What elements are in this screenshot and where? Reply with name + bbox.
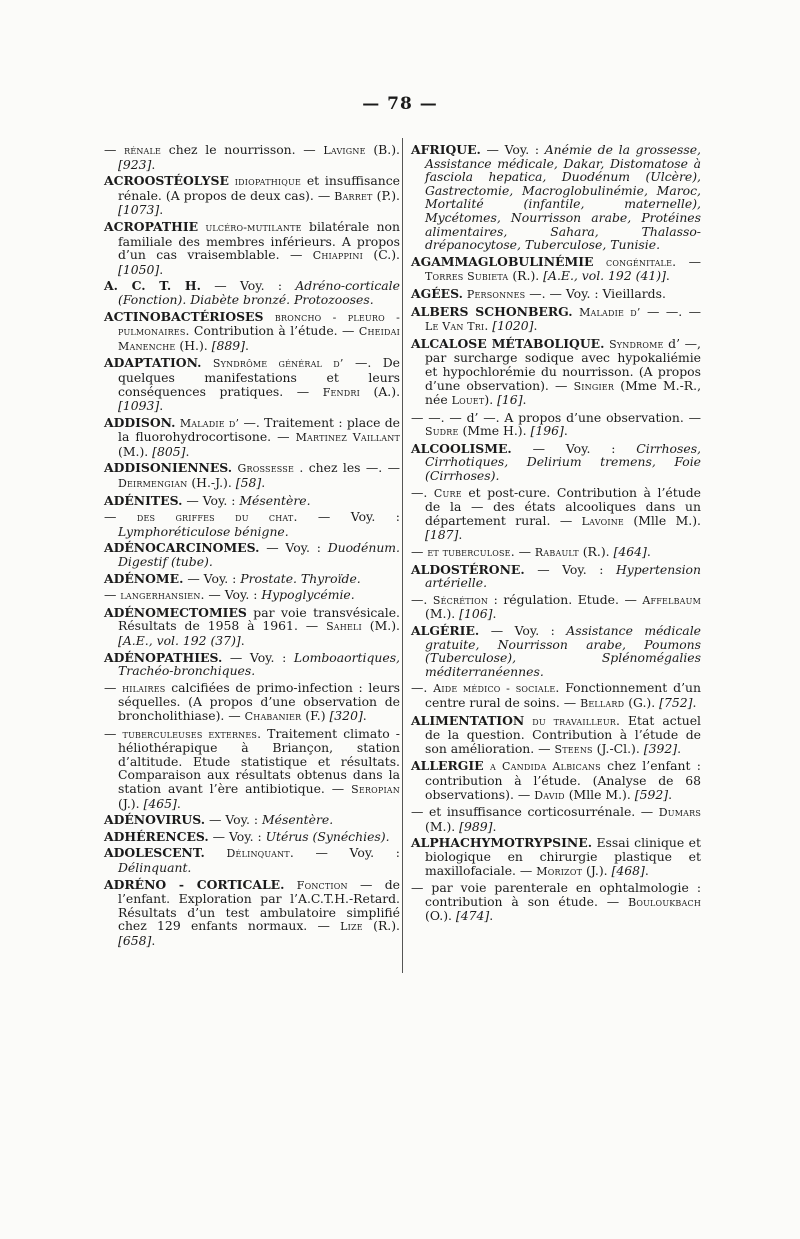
entry-heading: ALPHACHYMOTRYPSINE. bbox=[411, 835, 593, 851]
entry-italic: [A.E., vol. 192 (41)] bbox=[543, 268, 666, 284]
entry-italic: [196] bbox=[530, 423, 564, 439]
entry-smallcaps: Steens bbox=[554, 742, 593, 756]
entry-italic: Mésentère. bbox=[239, 492, 311, 508]
index-entry: ALLERGIE a Candida Albicans chez l’enfant : contribution à l’étude. (Analyse de 68 observations). — David (Mlle M.). [592]. bbox=[411, 758, 701, 802]
entry-smallcaps: a Candida Albicans bbox=[489, 760, 601, 774]
entry-smallcaps: du travailleur bbox=[532, 714, 616, 728]
entry-heading: ALDOSTÉRONE. bbox=[411, 561, 525, 577]
entry-smallcaps: Aide médico - sociale bbox=[433, 682, 556, 696]
entry-smallcaps: Chiappini bbox=[312, 249, 363, 263]
entry-heading: ADRÉNO - CORTICALE. bbox=[104, 876, 285, 892]
entry-italic: [989] bbox=[459, 818, 493, 834]
index-entry: ADRÉNO - CORTICALE. Fonction — de l’enfant. Exploration par l’A.C.T.H.-Retard. Résultats d’un test ambulatoire simplifié chez 129 enfants normaux. — Lize (R.). [658]. bbox=[104, 876, 400, 948]
index-entry: ACTINOBACTÉRIOSES broncho - pleuro - pulmonaires. Contribution à l’étude. — Cheidai Manenche (H.). [889]. bbox=[104, 308, 400, 353]
page-number: — 78 — bbox=[362, 94, 438, 114]
entry-italic: [392] bbox=[643, 740, 678, 756]
index-entry: — —. — d’ —. A propos d’une observation. — Sudre (Mme H.). [196]. bbox=[411, 409, 701, 439]
entry-italic: [320] bbox=[329, 707, 363, 723]
entry-heading: ALCALOSE MÉTABOLIQUE. bbox=[411, 335, 605, 351]
entry-italic: [464] bbox=[613, 544, 647, 560]
entry-heading: ADÉNITES. bbox=[104, 492, 183, 508]
entry-italic: [1020] bbox=[492, 318, 534, 334]
entry-italic: [1073] bbox=[118, 202, 160, 218]
entry-smallcaps: Bellard bbox=[580, 696, 625, 710]
index-entry: ADÉNOPATHIES. — Voy. : Lomboaortiques, Trachéo-bronchiques. bbox=[104, 649, 400, 679]
entry-italic: [923] bbox=[118, 156, 152, 172]
entry-smallcaps: tuberculeuses externes bbox=[122, 727, 258, 741]
entry-italic: Utérus (Synéchies). bbox=[265, 828, 390, 844]
entry-italic: [187] bbox=[425, 527, 459, 543]
entry-heading: ALLERGIE bbox=[411, 758, 484, 774]
entry-italic: [468] bbox=[611, 862, 645, 878]
entry-heading: ADÉNOME. bbox=[104, 570, 184, 586]
entry-smallcaps: Syndrôme général d’ bbox=[212, 357, 344, 371]
entry-smallcaps: Le Van Tri bbox=[425, 320, 485, 334]
entry-smallcaps: rénale bbox=[124, 144, 162, 157]
entry-smallcaps: hilaires bbox=[122, 681, 166, 695]
entry-smallcaps: Lavigne bbox=[323, 144, 366, 157]
entry-italic: [106] bbox=[459, 606, 493, 622]
entry-heading: ALGÉRIE. bbox=[411, 623, 480, 638]
entry-heading: ACROPATHIE bbox=[104, 218, 199, 234]
entry-italic: [465] bbox=[143, 795, 177, 811]
entry-heading: ALBERS SCHONBERG. bbox=[411, 303, 573, 319]
entry-smallcaps: Martinez Vaillant bbox=[295, 431, 400, 445]
index-entry: AGAMMAGLOBULINÉMIE congénitale. — Torres Subieta (R.). [A.E., vol. 192 (41)]. bbox=[411, 253, 701, 284]
entry-smallcaps: Fonction bbox=[296, 878, 348, 892]
entry-italic: [658] bbox=[118, 932, 152, 948]
entry-smallcaps: Syndrome bbox=[609, 337, 664, 351]
index-entry: AFRIQUE. — Voy. : Anémie de la grossesse, Assistance médicale, Dakar, Distomatose à fasciola hepatica, Duodénum (Ulcère), Gastrectomie, Macroglobulinémie, Maroc, Mortalité (infantile, maternelle), Mycétomes, Nourrisson arabe, Protéines alimentaires, Sahara, Thalasso-drépanocytose, Tuberculose, Tunisie. bbox=[411, 142, 701, 253]
entry-heading: ADDISONIENNES. bbox=[104, 460, 233, 476]
entry-heading: ADÉNOMECTOMIES bbox=[104, 604, 247, 620]
index-entry: ADÉNOME. — Voy. : Prostate. Thyroïde. bbox=[104, 570, 361, 586]
entry-smallcaps: ulcéro-mutilante bbox=[205, 220, 302, 234]
entry-smallcaps: et tuberculose bbox=[427, 546, 511, 560]
entry-smallcaps: Grossesse bbox=[237, 462, 295, 476]
index-entry: ACROPATHIE ulcéro-mutilante bilatérale non familiale des membres inférieurs. A propos d’un cas vraisemblable. — Chiappini (C.). [1050]. bbox=[104, 218, 400, 277]
entry-italic: Lomboaortiques, Trachéo-bronchiques. bbox=[118, 649, 400, 679]
entry-heading: A. C. T. H. bbox=[104, 278, 201, 294]
index-entry: ALBERS SCHONBERG. Maladie d’ — —. — Le Van Tri. [1020]. bbox=[411, 303, 701, 334]
entry-heading: ADÉNOPATHIES. bbox=[104, 649, 223, 665]
index-entry: ADÉNOVIRUS. — Voy. : Mésentère. bbox=[104, 812, 334, 828]
entry-smallcaps: Bouloukbach bbox=[628, 895, 701, 909]
entry-smallcaps: langerhansien bbox=[120, 589, 201, 603]
entry-heading: ALCOOLISME. bbox=[411, 440, 512, 456]
index-entry: — et tuberculose. — Rabault (R.). [464]. bbox=[411, 544, 651, 560]
entry-smallcaps: Deirmengian bbox=[118, 477, 188, 491]
index-entry: — tuberculeuses externes. Traitement climato - héliothérapique à Briançon, station d’altitude. Etude statistique et résultats. Comparaison aux résultats obtenus dans la station avant l’ère antibiotique. — Seropian (J.). [465]. bbox=[104, 725, 400, 811]
entry-italic: [474] bbox=[455, 908, 490, 924]
entry-italic: Assistance médicale gratuite, Nourrisson arabe, Poumons (Tuberculose), Splénomégalies méditerranéennes. bbox=[425, 623, 701, 679]
index-entry: ADHÉRENCES. — Voy. : Utérus (Synéchies). bbox=[104, 828, 390, 844]
entry-smallcaps: Morizot bbox=[536, 864, 583, 878]
entry-heading: ADDISON. bbox=[104, 414, 176, 430]
index-entry: ALCOOLISME. — Voy. : Cirrhoses, Cirrhotiques, Delirium tremens, Foie (Cirrhoses). bbox=[411, 440, 701, 484]
entry-smallcaps: des griffes du chat bbox=[136, 511, 294, 525]
index-entry: ADÉNITES. — Voy. : Mésentère. bbox=[104, 492, 311, 508]
entry-smallcaps: Singier bbox=[573, 379, 615, 393]
entry-smallcaps: Cure bbox=[433, 486, 462, 500]
index-entry: —. Aide médico - sociale. Fonctionnement d’un centre rural de soins. — Bellard (G.). [752]. bbox=[411, 680, 701, 710]
entry-heading: ADHÉRENCES. bbox=[104, 828, 209, 844]
index-entry: ACROOSTÉOLYSE idiopathique et insuffisance rénale. (A propos de deux cas). — Barret (P.). [1073]. bbox=[104, 173, 400, 218]
entry-smallcaps: idiopathique bbox=[234, 175, 302, 189]
index-entry: ADÉNOCARCINOMES. — Voy. : Duodénum. Digestif (tube). bbox=[104, 540, 400, 570]
index-entry: — langerhansien. — Voy. : Hypoglycémie. bbox=[104, 587, 355, 603]
entry-smallcaps: Maladie d’ bbox=[579, 305, 641, 319]
index-entry: ALGÉRIE. — Voy. : Assistance médicale gratuite, Nourrisson arabe, Poumons (Tuberculose), Splénomégalies méditerranéennes. bbox=[411, 623, 701, 679]
entry-heading: AFRIQUE. bbox=[411, 142, 481, 157]
index-entry: A. C. T. H. — Voy. : Adréno-corticale (Fonction). Diabète bronzé. Protozooses. bbox=[104, 278, 400, 307]
entry-smallcaps: Maladie d’ bbox=[179, 416, 240, 430]
index-entry: ALPHACHYMOTRYPSINE. Essai clinique et biologique en chirurgie plastique et maxillofaciale. — Morizot (J.). [468]. bbox=[411, 835, 701, 878]
entry-smallcaps: Délinquant bbox=[226, 847, 290, 861]
entry-heading: AGÉES. bbox=[411, 285, 463, 301]
entry-heading: ADÉNOVIRUS. bbox=[104, 812, 206, 828]
index-entry: —. Cure et post-cure. Contribution à l’étude de la — des états alcooliques dans un département rural. — Lavoine (Mlle M.). [187]. bbox=[411, 484, 701, 543]
entry-heading: ALIMENTATION bbox=[411, 712, 525, 728]
index-entry: ALCALOSE MÉTABOLIQUE. Syndrome d’ —, par surcharge sodique avec hypokaliémie et hypochlorémie du nourrisson. (A propos d’une observation). — Singier (Mme M.-R., née Louet). [16]. bbox=[411, 335, 702, 408]
index-entry: —. Sécrétion : régulation. Etude. — Affelbaum (M.). [106]. bbox=[411, 591, 701, 622]
entry-smallcaps: Rabault bbox=[534, 546, 579, 560]
entry-smallcaps: Lavoine bbox=[581, 514, 624, 528]
entry-smallcaps: Sécrétion bbox=[432, 593, 489, 607]
entry-italic: [16] bbox=[497, 392, 523, 408]
entry-smallcaps: broncho - pleuro - pulmonaires bbox=[118, 310, 400, 339]
entry-smallcaps: Fendri bbox=[322, 385, 360, 399]
entry-heading: ACROOSTÉOLYSE bbox=[104, 173, 229, 189]
index-entry: — et insuffisance corticosurrénale. — Dumars (M.). [989]. bbox=[411, 804, 701, 834]
entry-smallcaps: Personnes bbox=[466, 287, 526, 301]
entry-heading: AGAMMAGLOBULINÉMIE bbox=[411, 253, 594, 269]
entry-smallcaps: congénitale bbox=[606, 255, 673, 269]
entry-heading: ADOLESCENT. bbox=[104, 845, 205, 861]
entry-smallcaps: Barret bbox=[334, 189, 373, 203]
entry-italic: [752] bbox=[659, 694, 693, 710]
entry-italic: Anémie de la grossesse, Assistance médicale, Dakar, Distomatose à fasciola hepatica, Duodénum (Ulcère), Gastrectomie, Macroglobulinémie, Maroc, Mortalité (infantile, maternelle), Mycétomes, Nourrisson arabe, Protéines alimentaires, Sahara, Thalasso-drépanocytose, Tuberculose, Tunisie. bbox=[425, 142, 701, 253]
index-entry: — par voie parenterale en ophtalmologie : contribution à son étude. — Bouloukbach (O.). [474]. bbox=[411, 880, 701, 924]
entry-italic: Hypoglycémie. bbox=[261, 587, 355, 603]
left-column bbox=[104, 143, 400, 950]
entry-smallcaps: Dumars bbox=[658, 806, 701, 820]
entry-italic: [889] bbox=[211, 337, 245, 353]
index-entry: ALDOSTÉRONE. — Voy. : Hypertension artérielle. bbox=[411, 561, 701, 591]
entry-italic: Cirrhoses, Cirrhotiques, Delirium tremens, Foie (Cirrhoses). bbox=[425, 440, 701, 484]
entry-italic: [805] bbox=[152, 443, 186, 459]
entry-heading: ACTINOBACTÉRIOSES bbox=[104, 308, 264, 324]
entry-smallcaps: David bbox=[534, 788, 565, 802]
entry-italic: Délinquant. bbox=[118, 859, 192, 875]
entry-italic: [A.E., vol. 192 (37)] bbox=[118, 633, 241, 648]
entry-smallcaps: Seropian bbox=[351, 782, 400, 796]
entry-italic: [58] bbox=[235, 475, 262, 491]
right-column bbox=[411, 143, 701, 926]
index-entry: ADÉNOMECTOMIES par voie transvésicale. Résultats de 1958 à 1961. — Saheli (M.). [A.E., vol. 192 (37)]. bbox=[104, 604, 400, 648]
column-divider bbox=[402, 138, 403, 973]
index-entry: — rénale chez le nourrisson. — Lavigne (B.). [923]. bbox=[104, 142, 400, 172]
index-entry: ADAPTATION. Syndrôme général d’ —. De quelques manifestations et leurs conséquences pratiques. — Fendri (A.). [1093]. bbox=[104, 355, 401, 414]
entry-italic: [1050] bbox=[118, 261, 160, 277]
entry-italic: [1093] bbox=[118, 398, 160, 414]
entry-heading: ADÉNOCARCINOMES. bbox=[104, 540, 260, 556]
index-entry: — des griffes du chat. — Voy. : Lymphoréticulose bénigne. bbox=[104, 509, 400, 539]
entry-smallcaps: Cheidai Manenche bbox=[118, 325, 400, 353]
entry-smallcaps: Lize bbox=[340, 920, 363, 934]
entry-heading: ADAPTATION. bbox=[104, 355, 202, 371]
entry-smallcaps: Affelbaum bbox=[642, 593, 701, 607]
entry-italic: [592] bbox=[634, 786, 669, 802]
entry-smallcaps: Sudre bbox=[425, 425, 459, 439]
entry-italic: Mésentère. bbox=[261, 812, 334, 828]
index-entry: ADDISONIENNES. Grossesse . chez les —. — Deirmengian (H.-J.). [58]. bbox=[104, 460, 400, 491]
entry-italic: Duodénum. Digestif (tube). bbox=[118, 540, 400, 570]
index-entry: ALIMENTATION du travailleur. Etat actuel de la question. Contribution à l’étude de son amélioration. — Steens (J.-Cl.). [392]. bbox=[411, 712, 701, 756]
entry-italic: Lymphoréticulose bénigne. bbox=[118, 523, 289, 539]
index-entry: ADOLESCENT. Délinquant. — Voy. : Délinquant. bbox=[104, 845, 400, 875]
entry-smallcaps: Torres Subieta bbox=[425, 270, 509, 284]
entry-italic: Hypertension artérielle. bbox=[425, 561, 701, 591]
entry-smallcaps: Saheli bbox=[326, 620, 362, 634]
entry-italic: Adréno-corticale (Fonction). Diabète bronzé. Protozooses. bbox=[118, 278, 400, 307]
entry-smallcaps: Chabanier bbox=[244, 709, 302, 723]
entry-italic: Prostate. Thyroïde. bbox=[240, 570, 361, 586]
index-entry: AGÉES. Personnes —. — Voy. : Vieillards. bbox=[411, 285, 666, 301]
index-entry: — hilaires calcifiées de primo-infection : leurs séquelles. (A propos d’une observation de broncholithiase). — Chabanier (F.) [320]. bbox=[104, 679, 400, 723]
entry-smallcaps: Louet bbox=[451, 394, 485, 408]
index-entry: ADDISON. Maladie d’ —. Traitement : place de la fluorohydrocortisone. — Martinez Vaillant (M.). [805]. bbox=[104, 414, 400, 459]
